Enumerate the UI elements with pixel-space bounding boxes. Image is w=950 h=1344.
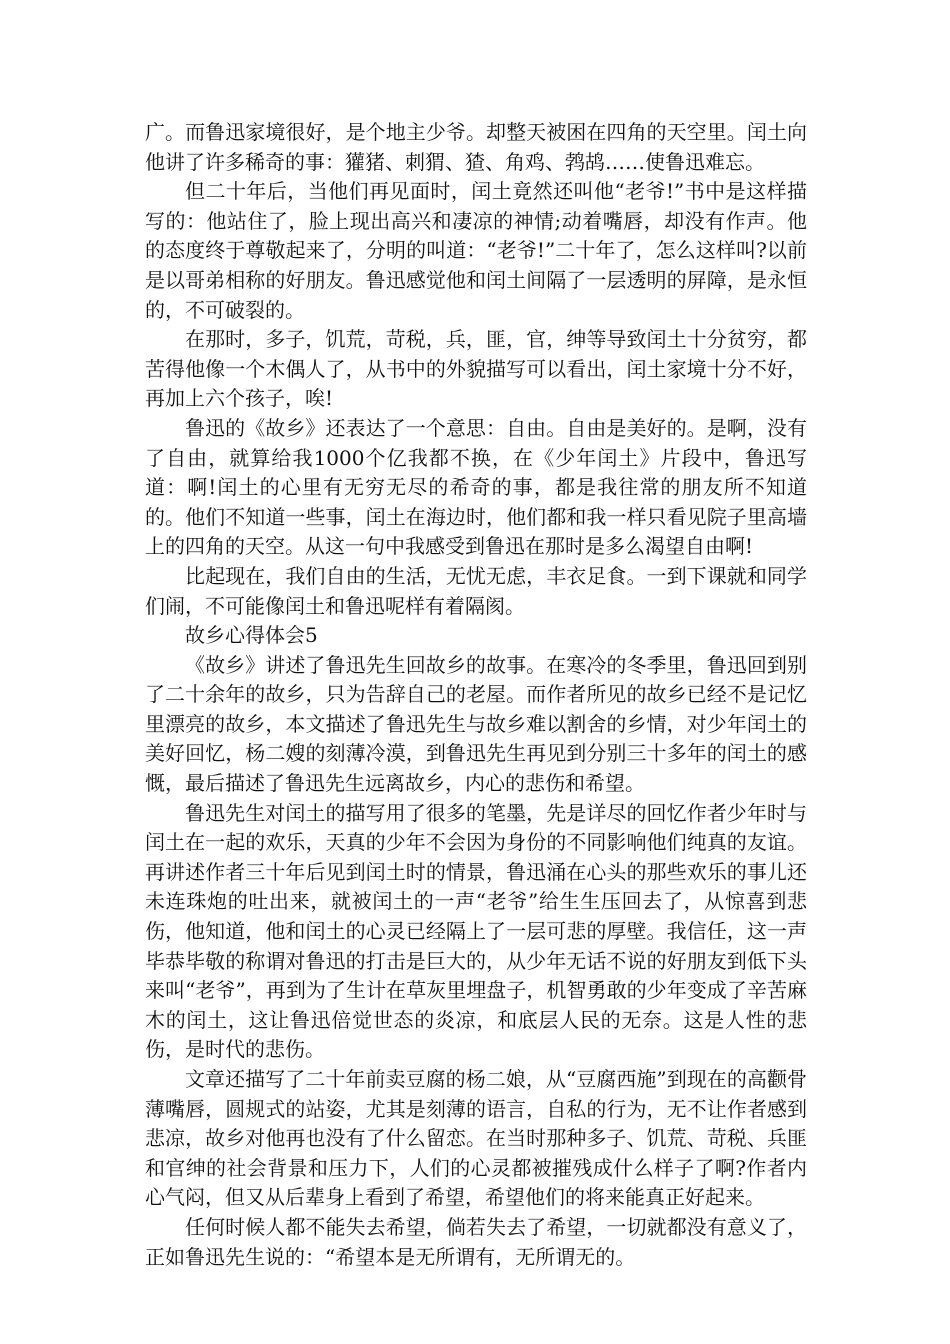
paragraph: 《故乡》讲述了鲁迅先生回故乡的故事。在寒冷的冬季里，鲁迅回到别了二十余年的故乡，只为告辞自己的老屋。而作者所见的故乡已经不是记忆里漂亮的故乡，本文描述了鲁迅先生与故乡难以割舍的乡情，对少年闰土的美好回忆，杨二嫂的刻薄冷漠，到鲁迅先生再见到分别三十多年的闰土的感慨，最后描述了鲁迅先生远离故乡，内心的悲伤和希望。 <box>145 652 807 796</box>
paragraph: 广。而鲁迅家境很好，是个地主少爷。却整天被困在四角的天空里。闰土向他讲了许多稀奇的事：獾猪、刺猬、猹、角鸡、鹁鸪……使鲁迅难忘。 <box>145 120 807 174</box>
document-page <box>145 118 807 1272</box>
paragraph: 比起现在，我们自由的生活，无忧无虑，丰衣足食。一到下课就和同学们闹，不可能像闰土和鲁迅呢样有着隔阂。 <box>145 563 807 618</box>
paragraph: 文章还描写了二十年前卖豆腐的杨二娘，从“豆腐西施”到现在的高颧骨薄嘴唇，圆规式的站姿，尤其是刻薄的语言，自私的行为，无不让作者感到悲凉，故乡对他再也没有了什么留恋。在当时那种多子、饥荒、苛税、兵匪和官绅的社会背景和压力下，人们的心灵都被摧残成什么样子了啊?作者内心气闷，但又从后辈身上看到了希望，希望他们的将来能真正好起来。 <box>145 1067 807 1210</box>
paragraph: 鲁迅先生对闰土的描写用了很多的笔墨，先是详尽的回忆作者少年时与闰土在一起的欢乐，天真的少年不会因为身份的不同影响他们纯真的友谊。再讲述作者三十年后见到闰土时的情景，鲁迅涌在心头的那些欢乐的事儿还未连珠炮的吐出来，就被闰土的一声“老爷”给生生压回去了，从惊喜到悲伤，他知道，他和闰土的心灵已经隔上了一层可悲的厚壁。我信任，这一声毕恭毕敬的称谓对鲁迅的打击是巨大的，从少年无话不说的好朋友到低下头来叫“老爷”，再到为了生计在草灰里埋盘子，机智勇敢的少年变成了辛苦麻木的闰土，这让鲁迅倍觉世态的炎凉，和底层人民的无奈。这是人性的悲伤，是时代的悲伤。 <box>145 800 807 1062</box>
paragraph: 鲁迅的《故乡》还表达了一个意思：自由。自由是美好的。是啊，没有了自由，就算给我1000个亿我都不换，在《少年闰土》片段中，鲁迅写道：啊!闰土的心里有无穷无尽的希奇的事，都是我往常的朋友所不知道的。他们不知道一些事，闰土在海边时，他们都和我一样只看见院子里高墙上的四角的天空。从这一句中我感受到鲁迅在那时是多么渴望自由啊! <box>145 415 807 559</box>
paragraph: 在那时，多子，饥荒，苛税，兵，匪，官，绅等导致闰土十分贫穷，都苦得他像一个木偶人了，从书中的外貌描写可以看出，闰土家境十分不好，再加上六个孩子，唉! <box>145 327 807 411</box>
paragraph: 但二十年后，当他们再见面时，闰土竟然还叫他“老爷!”书中是这样描写的：他站住了，脸上现出高兴和凄凉的神情;动着嘴唇，却没有作声。他的态度终于尊敬起来了，分明的叫道：“老爷!”二十年了，怎么这样叫?以前是以哥弟相称的好朋友。鲁迅感觉他和闰土间隔了一层透明的屏障，是永恒的，不可破裂的。 <box>145 179 807 322</box>
section-heading: 故乡心得体会5 <box>185 623 318 648</box>
paragraph: 任何时候人都不能失去希望，倘若失去了希望，一切就都没有意义了，正如鲁迅先生说的：“希望本是无所谓有，无所谓无的。 <box>145 1214 807 1269</box>
